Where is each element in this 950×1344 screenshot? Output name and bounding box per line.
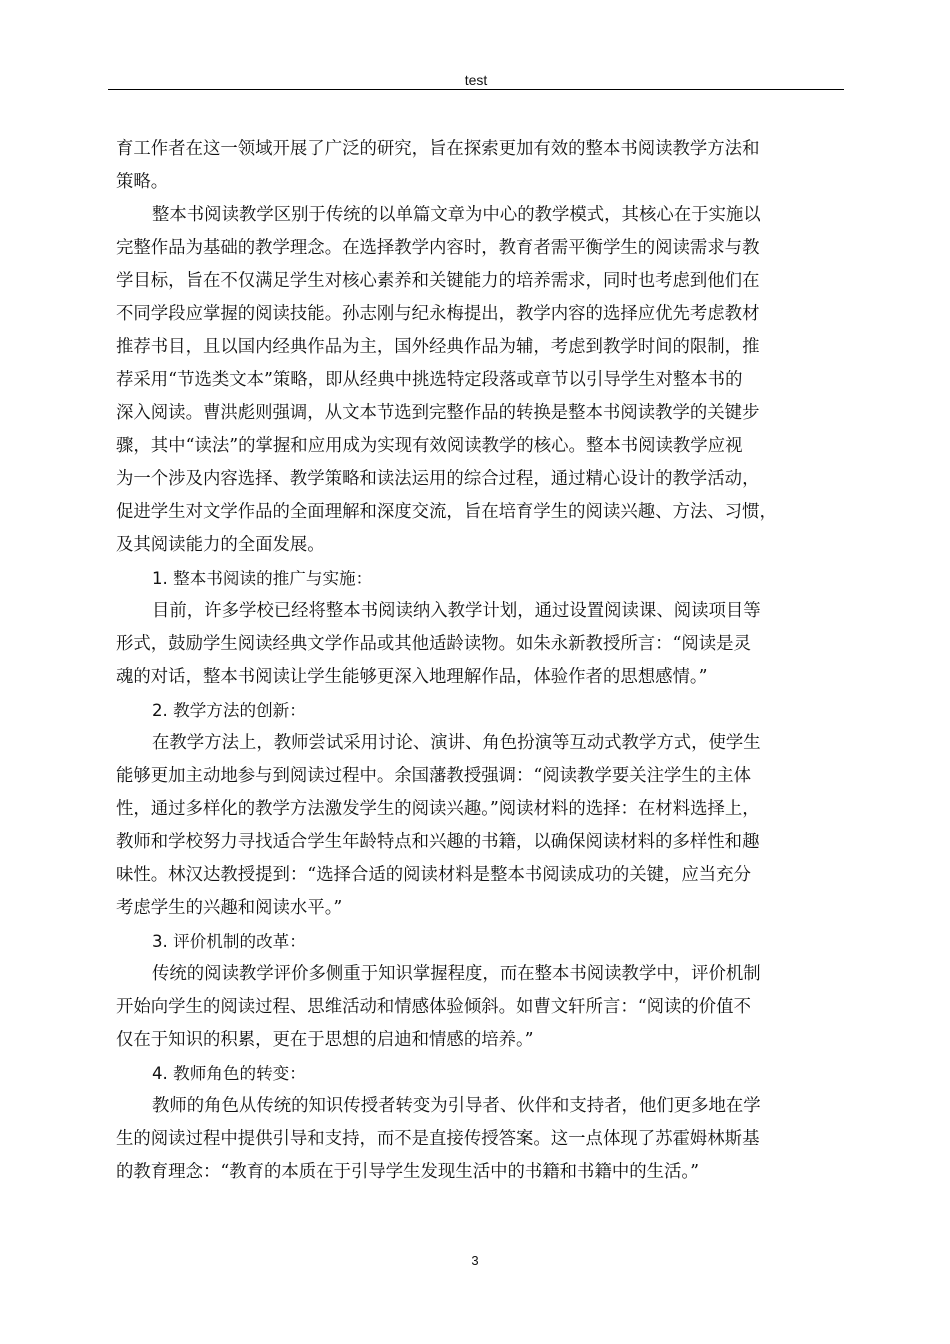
text-line: 推荐书目，且以国内经典作品为主，国外经典作品为辅，考虑到教学时间的限制，推 (116, 337, 760, 357)
text-line: 育工作者在这一领域开展了广泛的研究，旨在探索更加有效的整本书阅读教学方法和 (116, 139, 760, 159)
section-heading: 3. 评价机制的改革： (152, 932, 306, 951)
text-line: 开始向学生的阅读过程、思维活动和情感体验倾斜。如曹文轩所言：“阅读的价值不 (116, 997, 751, 1017)
page-number: 3 (471, 1253, 479, 1268)
text-line: 荐采用“节选类文本”策略，即从经典中挑选特定段落或章节以引导学生对整本书的 (116, 370, 743, 390)
text-line: 目前，许多学校已经将整本书阅读纳入教学计划，通过设置阅读课、阅读项目等 (152, 601, 761, 621)
text-line: 形式，鼓励学生阅读经典文学作品或其他适龄读物。如朱永新教授所言：“阅读是灵 (116, 634, 751, 654)
text-line: 味性。林汉达教授提到：“选择合适的阅读材料是整本书阅读成功的关键，应当充分 (116, 865, 751, 885)
text-line: 在教学方法上，教师尝试采用讨论、演讲、角色扮演等互动式教学方式，使学生 (152, 733, 761, 753)
body-text (116, 133, 846, 1189)
text-line: 考虑学生的兴趣和阅读水平。” (116, 898, 343, 918)
section-heading: 4. 教师角色的转变： (152, 1064, 306, 1083)
text-line: 学目标，旨在不仅满足学生对核心素养和关键能力的培养需求，同时也考虑到他们在 (116, 271, 760, 291)
text-line: 完整作品为基础的教学理念。在选择教学内容时，教育者需平衡学生的阅读需求与教 (116, 238, 760, 258)
text-line: 教师的角色从传统的知识传授者转变为引导者、伙伴和支持者，他们更多地在学 (152, 1096, 761, 1116)
text-line: 仅在于知识的积累，更在于思想的启迪和情感的培养。” (116, 1030, 534, 1050)
text-line: 的教育理念：“教育的本质在于引导学生发现生活中的书籍和书籍中的生活。” (116, 1162, 699, 1182)
page-header: test (464, 72, 488, 88)
text-line: 为一个涉及内容选择、教学策略和读法运用的综合过程，通过精心设计的教学活动， (116, 469, 760, 489)
section-heading: 2. 教学方法的创新： (152, 701, 306, 720)
text-line: 不同学段应掌握的阅读技能。孙志刚与纪永梅提出，教学内容的选择应优先考虑教材 (116, 304, 760, 324)
text-line: 及其阅读能力的全面发展。 (116, 535, 325, 555)
text-line: 骤，其中“读法”的掌握和应用成为实现有效阅读教学的核心。整本书阅读教学应视 (116, 436, 743, 456)
text-line: 促进学生对文学作品的全面理解和深度交流，旨在培育学生的阅读兴趣、方法、习惯， (116, 502, 777, 522)
text-line: 能够更加主动地参与到阅读过程中。余国藩教授强调：“阅读教学要关注学生的主体 (116, 766, 751, 786)
text-line: 魂的对话，整本书阅读让学生能够更深入地理解作品，体验作者的思想感情。” (116, 667, 708, 687)
text-line: 整本书阅读教学区别于传统的以单篇文章为中心的教学模式，其核心在于实施以 (152, 205, 761, 225)
section-heading: 1. 整本书阅读的推广与实施： (152, 569, 373, 588)
text-line: 策略。 (116, 172, 169, 192)
text-line: 传统的阅读教学评价多侧重于知识掌握程度，而在整本书阅读教学中，评价机制 (152, 964, 761, 984)
text-line: 生的阅读过程中提供引导和支持，而不是直接传授答案。这一点体现了苏霍姆林斯基 (116, 1129, 760, 1149)
text-line: 深入阅读。曹洪彪则强调，从文本节选到完整作品的转换是整本书阅读教学的关键步 (116, 403, 760, 423)
header-rule (108, 89, 844, 90)
text-line: 性，通过多样化的教学方法激发学生的阅读兴趣。”阅读材料的选择：在材料选择上， (116, 799, 760, 819)
text-line: 教师和学校努力寻找适合学生年龄特点和兴趣的书籍，以确保阅读材料的多样性和趣 (116, 832, 760, 852)
